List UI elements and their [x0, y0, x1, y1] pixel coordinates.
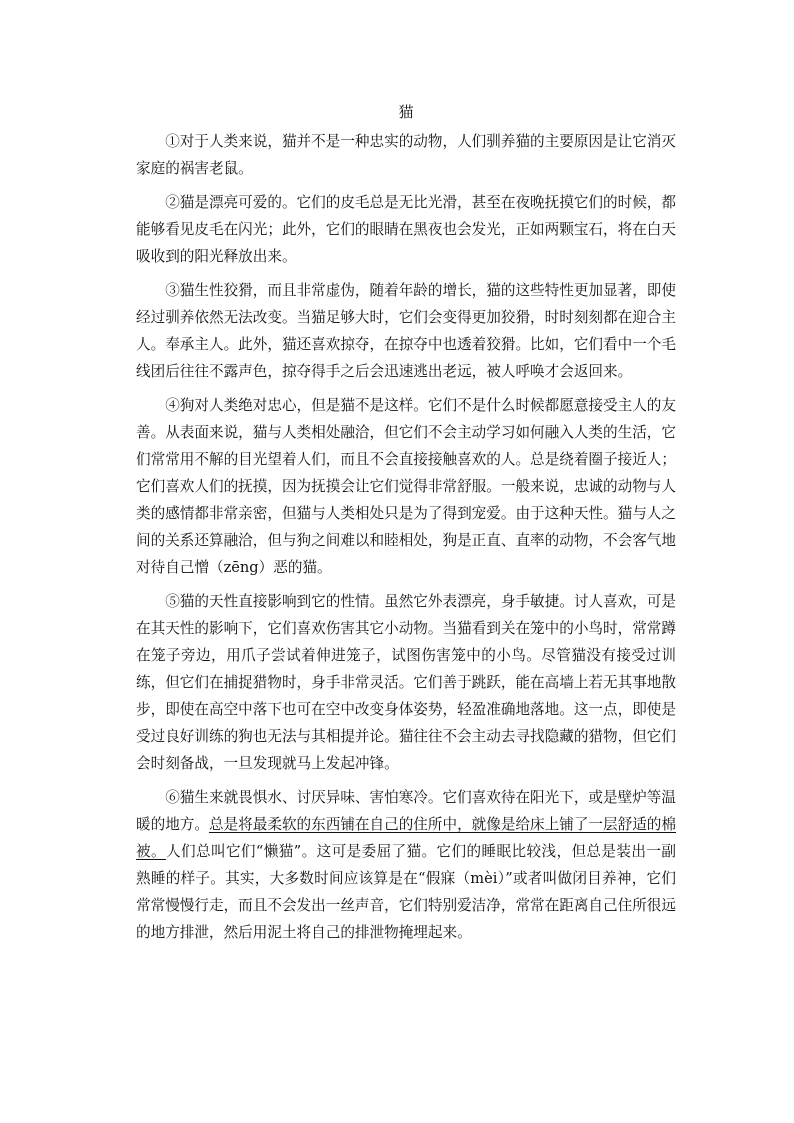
- underlined-sentence: 总是将最柔软的东西铺在自己的住所中，就像是给床上铺了一层舒适的棉被。: [136, 816, 676, 860]
- paragraph-5: ⑤猫的天性直接影响到它的性情。虽然它外表漂亮，身手敏捷。讨人喜欢，可是在其天性的影响下，它们喜欢伤害其它小动物。当猫看到关在笼中的小鸟时，常常蹲在笼子旁边，用爪子尝试着伸进笼子，试图伤害笼中的小鸟。尽管猫没有接受过训练，但它们在捕捉猎物时，身手非常灵活。它们善于跳跃，能在高墙上若无其事地散步，即使在高空中落下也可在空中改变身体姿势，轻盈准确地落地。这一点，即使是受过良好训练的狗也无法与其相提并论。猫往往不会主动去寻找隐藏的猎物，但它们会时刻备战，一旦发现就马上发起冲锋。: [136, 593, 676, 772]
- paragraph-3: ③猫生性狡猾，而且非常虚伪，随着年龄的增长，猫的这些特性更加显著，即使经过驯养依然无法改变。当猫足够大时，它们会变得更加狡猾，时时刻刻都在迎合主人。奉承主人。此外，猫还喜欢掠夺，在掠夺中也透着狡猾。比如，它们看中一个毛线团后往往不露声色，掠夺得手之后会迅速逃出老远，被人呼唤才会返回来。: [136, 282, 676, 380]
- paragraph-6-end: 人们总叫它们“懒猫”。这可是委屈了猫。它们的睡眠比较浅，但总是装出一副熟睡的样子。其实，大多数时间应该算是在“假寐（mèi）”或者叫做闭目养神，它们常常慢慢行走，而且不会发出一丝声音，它们特别爱洁净，常常在距离自己住所很远的地方排泄，然后用泥土将自己的排泄物掩埋起来。: [136, 843, 676, 941]
- paragraph-1: ①对于人类来说，猫并不是一种忠实的动物，人们驯养猫的主要原因是让它消灭家庭的祸害老鼠。: [136, 133, 676, 177]
- paragraph-2: ②猫是漂亮可爱的。它们的皮毛总是无比光滑，甚至在夜晚抚摸它们的时候，都能够看见皮毛在闪光；此外，它们的眼睛在黑夜也会发光，正如两颗宝石，将在白天吸收到的阳光释放出来。: [136, 194, 676, 265]
- paragraph-6-start: ⑥猫生来就畏惧水、讨厌异味、害怕寒冷。它们喜欢待在阳光下，或是壁炉等温暖的地方。: [136, 789, 676, 833]
- paragraph-6: [136, 784, 676, 946]
- paragraph-4: ④狗对人类绝对忠心，但是猫不是这样。它们不是什么时候都愿意接受主人的友善。从表面来说，猫与人类相处融洽，但它们不会主动学习如何融入人类的生活，它们常常用不解的目光望着人们，而且不会直接接触喜欢的人。总是绕着圈子接近人；它们喜欢人们的抚摸，因为抚摸会让它们觉得非常舒服。一般来说，忠诚的动物与人类的感情都非常亲密，但猫与人类相处只是为了得到宠爱。由于这种天性。猫与人之间的关系还算融洽，但与狗之间难以和睦相处，狗是正直、直率的动物，不会客气地对待自己憎（zēng）恶的猫。: [136, 397, 676, 576]
- document-title: 猫: [398, 103, 414, 121]
- document-page: [136, 100, 676, 953]
